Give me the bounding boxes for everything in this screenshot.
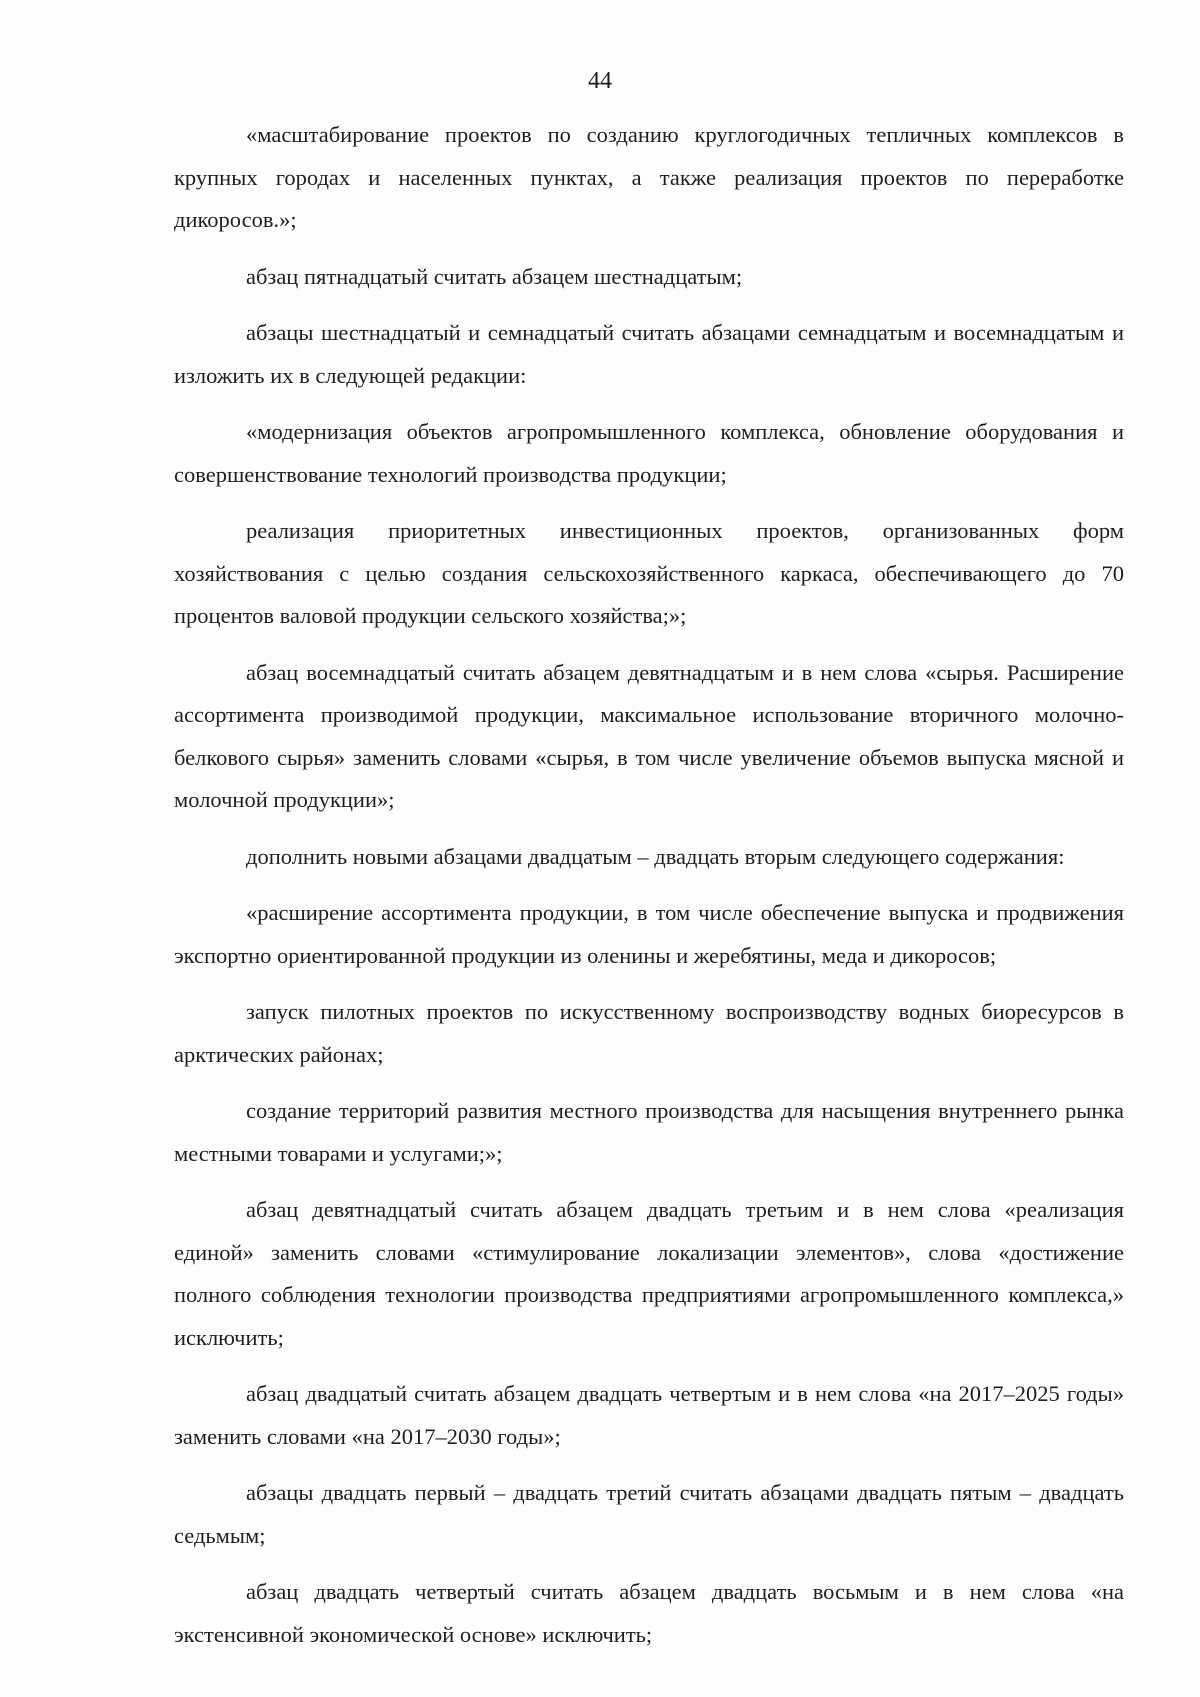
page-number: 44 [588, 68, 612, 94]
paragraph: абзацы шестнадцатый и семнадцатый считать абзацами семнадцатым и восемнадцатым и изложить их в следующей редакции: [174, 320, 1124, 388]
paragraph: абзацы двадцать первый – двадцать третий считать абзацами двадцать пятым – двадцать седьмым; [174, 1480, 1124, 1548]
paragraph: абзац пятнадцатый считать абзацем шестнадцатым; [246, 263, 743, 289]
document-body [174, 114, 1124, 1656]
paragraph: абзац двадцать четвертый считать абзацем двадцать восьмым и в нем слова «на экстенсивной экономической основе» исключить; [174, 1579, 1124, 1647]
paragraph: абзац двадцатый считать абзацем двадцать четвертым и в нем слова «на 2017–2025 годы» заменить словами «на 2017–2030 годы»; [174, 1381, 1124, 1449]
paragraph: «модернизация объектов агропромышленного комплекса, обновление оборудования и совершенствование технологий производства продукции; [174, 419, 1124, 487]
paragraph: дополнить новыми абзацами двадцатым – двадцать вторым следующего содержания: [246, 843, 1065, 869]
paragraph: абзац девятнадцатый считать абзацем двадцать третьим и в нем слова «реализация единой» заменить словами «стимулирование локализации элементов», слова «достижение полного соблюдения технологии производства предприятиями агропромышленного комплекса,» исключить; [174, 1197, 1124, 1350]
paragraph: запуск пилотных проектов по искусственному воспроизводству водных биоресурсов в арктических районах; [174, 999, 1124, 1067]
paragraph: абзац восемнадцатый считать абзацем девятнадцатым и в нем слова «сырья. Расширение ассортимента производимой продукции, максимальное использование вторичного молочно-белкового сырья» заменить словами «сырья, в том числе увеличение объемов выпуска мясной и молочной продукции»; [174, 659, 1124, 812]
paragraph: «масштабирование проектов по созданию круглогодичных тепличных комплексов в крупных городах и населенных пунктах, а также реализация проектов по переработке дикоросов.»; [174, 122, 1124, 232]
paragraph: «расширение ассортимента продукции, в том числе обеспечение выпуска и продвижения экспортно ориентированной продукции из оленины и жеребятины, меда и дикоросов; [174, 900, 1124, 968]
paragraph: реализация приоритетных инвестиционных проектов, организованных форм хозяйствования с целью создания сельскохозяйственного каркаса, обеспечивающего до 70 процентов валовой продукции сельского хозяйства;»; [174, 518, 1124, 628]
paragraph: создание территорий развития местного производства для насыщения внутреннего рынка местными товарами и услугами;»; [174, 1098, 1124, 1166]
